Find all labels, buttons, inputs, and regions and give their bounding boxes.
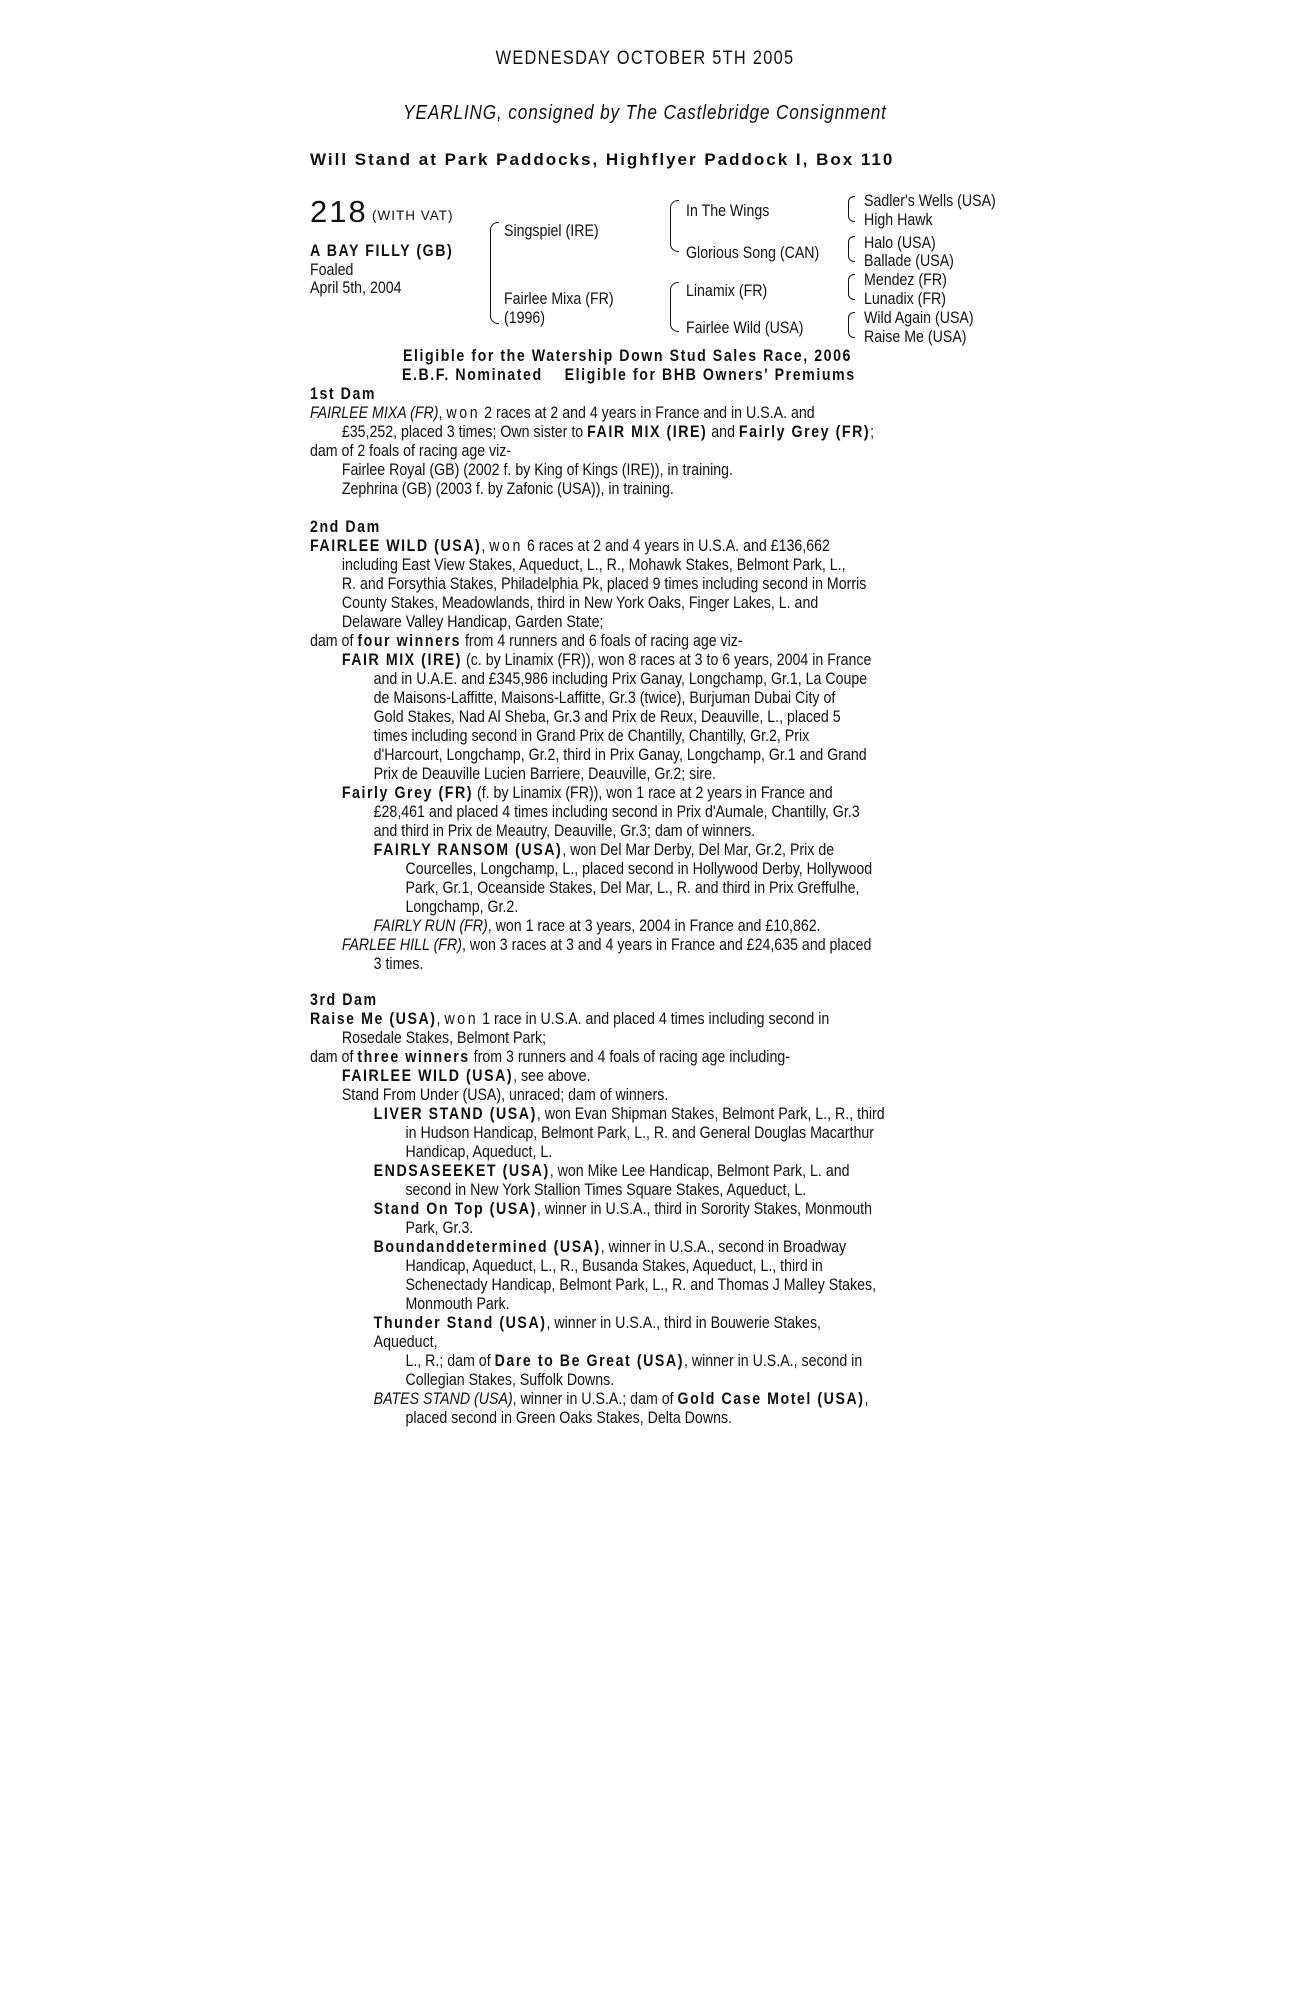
pedigree-dam-sire: Linamix (FR) xyxy=(686,282,768,300)
pedigree-bracket-g1 xyxy=(848,196,855,222)
pedigree-bracket-dam xyxy=(670,282,679,332)
foaled-date: April 5th, 2004 xyxy=(310,279,402,297)
stand-location: Will Stand at Park Paddocks, Highflyer Paddock I, Box 110 xyxy=(310,150,895,169)
eligibility-sales-race: Eligible for the Watership Down Stud Sales Race, 2006 xyxy=(403,347,852,365)
second-dam-heading: 2nd Dam xyxy=(310,518,381,536)
pedigree-bracket-main xyxy=(490,222,499,324)
pedigree-g8: Raise Me (USA) xyxy=(864,328,967,346)
third-dam-section: 3rd Dam Raise Me (USA), won 1 race in U.S.A. and placed 4 times including second in Rosedale Stakes, Belmont Park; dam of three winners from 3 runners and 4 foals of racing age including- FAIRLEE WILD (USA), see above. Stand From Under (USA), unraced; dam of winners. LIVER STAND (USA), won Evan Shipman Stakes, Belmont Park, L., R., third in Hudson Handicap, Belmont Park, L., R. and General Douglas Macarthur Handicap, Aqueduct, L. ENDSASEEKET (USA), won Mike Lee Handicap, Belmont Park, L. and second in New York Stallion Times Square Stakes, Aqueduct, L. Stand On Top (USA), winner in U.S.A., third in Sorority Stakes, Monmouth Park, Gr.3. Boundanddetermined (USA), winner in U.S.A., second in Broadway Handicap, Aqueduct, L., R., Busanda Stakes, Aqueduct, L., third in Schenectady Handicap, Belmont Park, L., R. and Thomas J Malley Stakes, Monmouth Park. Thunder Stand (USA), winner in U.S.A., third in Bouwerie Stakes, Aqueduct, L., R.; dam of Dare to Be Great (USA), winner in U.S.A., second in Collegian Stakes, Suffolk Downs. BATES STAND (USA), winner in U.S.A.; dam of Gold Case Motel (USA), placed second in Green Oaks Stakes, Delta Downs. xyxy=(310,991,885,1427)
pedigree-dam-dam: Fairlee Wild (USA) xyxy=(686,319,804,337)
pedigree-g7: Wild Again (USA) xyxy=(864,309,974,327)
pedigree-bracket-g4 xyxy=(848,312,855,338)
pedigree-sire-sire: In The Wings xyxy=(686,202,770,220)
second-dam-section: 2nd Dam FAIRLEE WILD (USA), won 6 races at 2 and 4 years in U.S.A. and £136,662 including East View Stakes, Aqueduct, L., R., Mohawk Stakes, Belmont Park, L., R. and Forsythia Stakes, Philadelphia Pk, placed 9 times including second in Morris County Stakes, Meadowlands, third in New York Oaks, Finger Lakes, L. and Delaware Valley Handicap, Garden State; dam of four winners from 4 runners and 6 foals of racing age viz- FAIR MIX (IRE) (c. by Linamix (FR)), won 8 races at 3 to 6 years, 2004 in France and in U.A.E. and £345,986 including Prix Ganay, Longchamp, Gr.1, La Coupe de Maisons-Laffitte, Maisons-Laffitte, Gr.3 (twice), Burjuman Dubai City of Gold Stakes, Nad Al Sheba, Gr.3 and Prix de Reux, Deauville, L., placed 5 times including second in Grand Prix de Chantilly, Chantilly, Gr.2, Prix d'Harcourt, Longchamp, Gr.2, third in Prix Ganay, Longchamp, Gr.1 and Grand Prix de Deauville Lucien Barriere, Deauville, Gr.2; sire. Fairly Grey (FR) (f. by Linamix (FR)), won 1 race at 2 years in France and £28,461 and placed 4 times including second in Prix d'Aumale, Chantilly, Gr.3 and third in Prix de Meautry, Deauville, Gr.3; dam of winners. FAIRLY RANSOM (USA), won Del Mar Derby, Del Mar, Gr.2, Prix de Courcelles, Longchamp, L., placed second in Hollywood Derby, Hollywood Park, Gr.1, Oceanside Stakes, Del Mar, L., R. and third in Prix Greffulhe, Longchamp, Gr.2. FAIRLY RUN (FR), won 1 race at 3 years, 2004 in France and £10,862. FARLEE HILL (FR), won 3 races at 3 and 4 years in France and £24,635 and placed 3 times. xyxy=(310,518,886,974)
first-dam-heading: 1st Dam xyxy=(310,385,377,403)
pedigree-g1: Sadler's Wells (USA) xyxy=(864,192,996,210)
pedigree-sire-dam: Glorious Song (CAN) xyxy=(686,244,820,262)
pedigree-bracket-g3 xyxy=(848,274,855,300)
third-dam-heading: 3rd Dam xyxy=(310,991,378,1009)
pedigree-g6: Lunadix (FR) xyxy=(864,290,947,308)
pedigree-sire: Singspiel (IRE) xyxy=(504,222,599,240)
pedigree-g5: Mendez (FR) xyxy=(864,271,947,289)
pedigree-dam: Fairlee Mixa (FR) xyxy=(504,290,614,308)
horse-description: A BAY FILLY (GB) xyxy=(310,242,454,260)
first-dam-section: 1st Dam FAIRLEE MIXA (FR), won 2 races at 2 and 4 years in France and in U.S.A. and £35,252, placed 3 times; Own sister to FAIR MIX (IRE) and Fairly Grey (FR); dam of 2 foals of racing age viz- Fairlee Royal (GB) (2002 f. by King of Kings (IRE)), in training. Zephrina (GB) (2003 f. by Zafonic (USA)), in training. xyxy=(310,385,886,499)
eligibility-ebf: E.B.F. Nominated Eligible for BHB Owners' Premiums xyxy=(402,366,856,384)
lot-number: 218 xyxy=(310,194,368,229)
vat-note: (WITH VAT) xyxy=(372,208,454,223)
pedigree-bracket-sire xyxy=(670,200,679,252)
pedigree-g3: Halo (USA) xyxy=(864,234,936,252)
pedigree-g4: Ballade (USA) xyxy=(864,252,954,270)
foal-zephrina: Zephrina (GB) (2003 f. by Zafonic (USA)), in training. xyxy=(341,480,674,498)
consignment-line: YEARLING, consigned by The Castlebridge Consignment xyxy=(403,102,887,124)
foal-fairlee-royal: Fairlee Royal (GB) (2002 f. by King of Kings (IRE)), in training. xyxy=(341,461,733,479)
pedigree-g2: High Hawk xyxy=(864,211,933,229)
pedigree-dam-year: (1996) xyxy=(504,309,546,327)
sale-date: WEDNESDAY OCTOBER 5TH 2005 xyxy=(495,48,795,69)
pedigree-bracket-g2 xyxy=(848,236,855,262)
foaled-label: Foaled xyxy=(310,261,354,279)
